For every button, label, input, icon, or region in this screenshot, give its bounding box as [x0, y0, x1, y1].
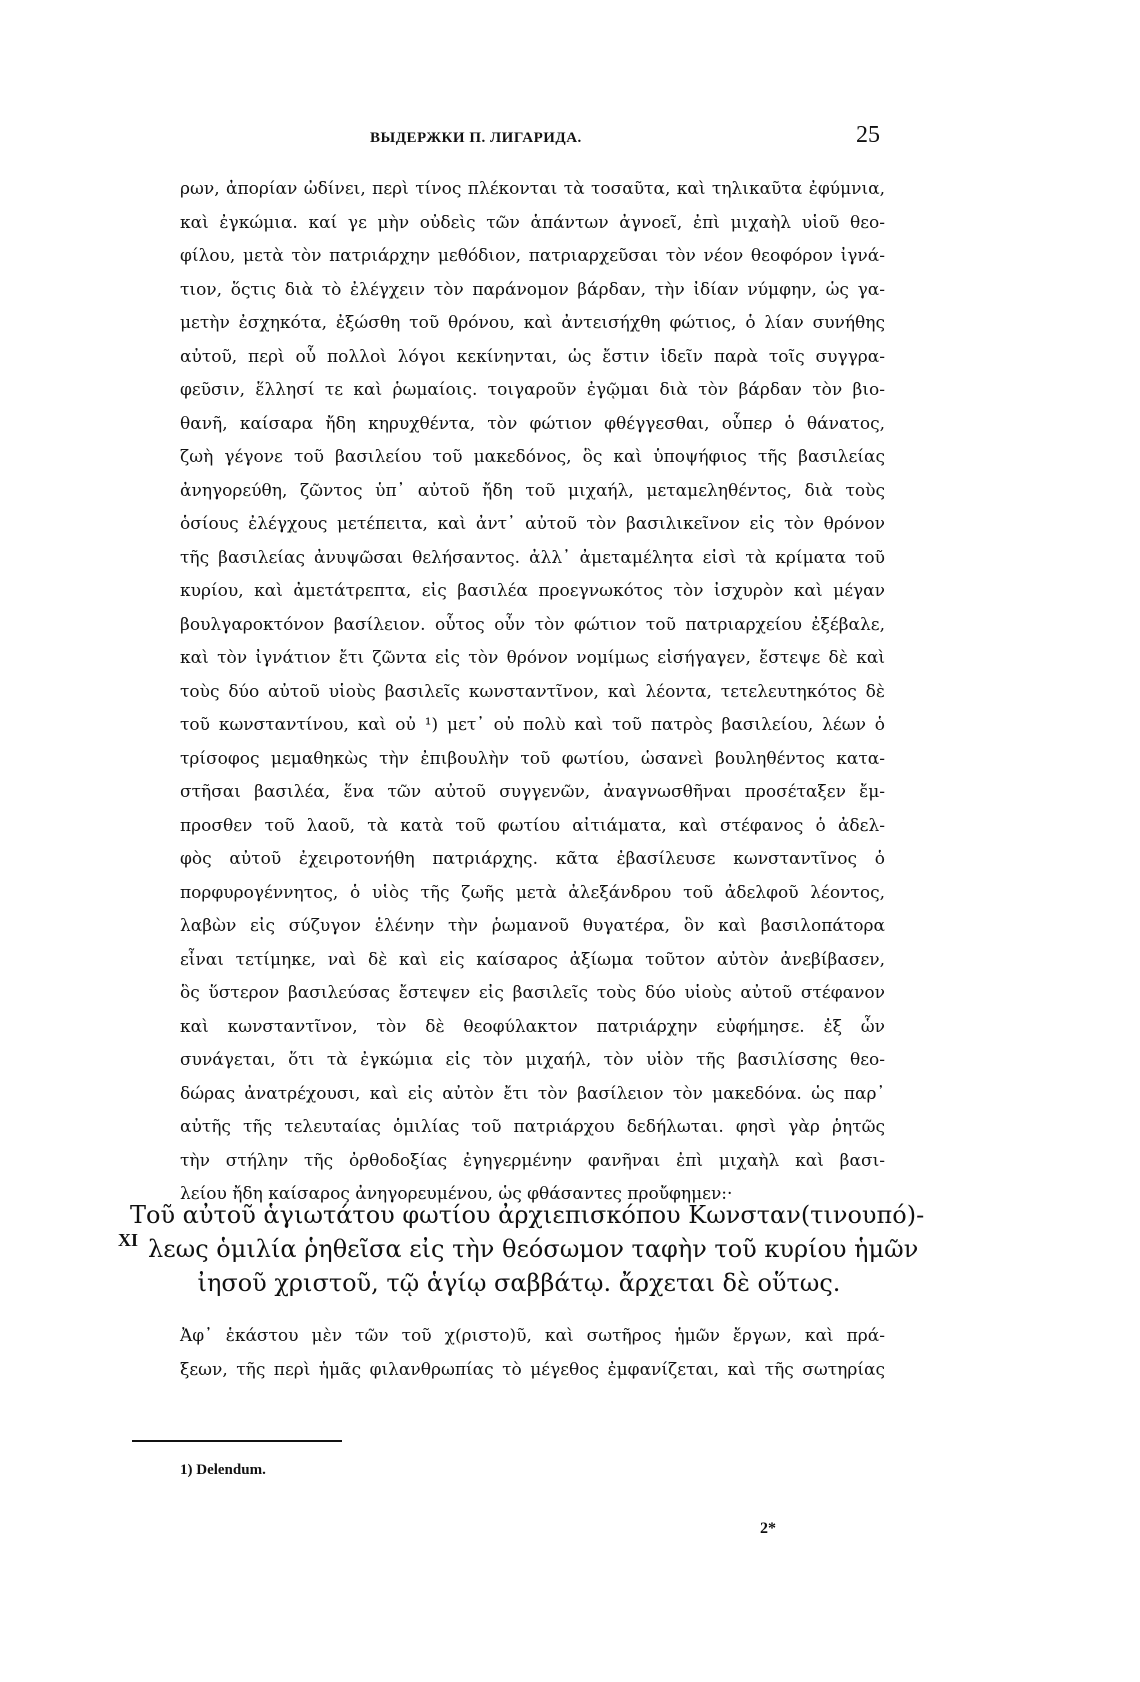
text-line: ζωὴ γέγονε τοῦ βασιλείου τοῦ μακεδόνος, ὃς καὶ ὑποψήφιος τῆς βασιλείας: [180, 447, 885, 467]
signature-mark: 2*: [760, 1520, 776, 1537]
footnote: 1) Delendum.: [180, 1462, 266, 1478]
text-line: τῆς βασιλείας ἀνυψῶσαι θελήσαντος. ἀλλ᾽ ἀμεταμέλητα εἰσὶ τὰ κρίματα τοῦ: [180, 547, 885, 568]
text-line: τιον, ὅςτις διὰ τὸ ἐλέγχειν τὸν παράνομον βάρδαν, τὴν ἰδίαν νύμφην, ὡς γα-: [180, 279, 885, 300]
page-header: [180, 120, 880, 160]
text-line: ρων, ἀπορίαν ὠδίνει, περὶ τίνος πλέκονται τὰ τοσαῦτα, καὶ τηλικαῦτα ἐφύμνια,: [180, 179, 885, 199]
text-line: τοὺς δύο αὐτοῦ υἱοὺς βασιλεῖς κωνσταντῖνον, καὶ λέοντα, τετελευτηκότος δὲ: [180, 681, 885, 702]
text-line: ὁσίους ἐλέγχους μετέπειτα, καὶ ἀντ᾽ αὐτοῦ τὸν βασιλικεῖνον εἰς τὸν θρόνον: [180, 514, 885, 534]
section-number: XI: [118, 1230, 139, 1250]
text-line: κυρίου, καὶ ἀμετάτρεπτα, εἰς βασιλέα προεγνωκότος τὸν ἰσχυρὸν καὶ μέγαν: [180, 581, 885, 601]
heading-line: Τοῦ αὐτοῦ ἁγιωτάτου φωτίου ἀρχιεπισκόπου Κωνσταν(τινουπό)-: [130, 1201, 925, 1229]
text-line: ὃς ὕστερον βασιλεύσας ἔστεψεν εἰς βασιλεῖς τοὺς δύο υἱοὺς αὐτοῦ στέφανον: [180, 983, 885, 1003]
text-line: τρίσοφος μεμαθηκὼς τὴν ἐπιβουλὴν τοῦ φωτίου, ὡσανεὶ βουληθέντος κατα-: [180, 748, 885, 769]
text-line: θανῆ, καίσαρα ἤδη κηρυχθέντα, τὸν φώτιον φθέγγεσθαι, οὗπερ ὁ θάνατος,: [180, 413, 885, 434]
text-line: ἀνηγορεύθη, ζῶντος ὑπ᾽ αὐτοῦ ἤδη τοῦ μιχαήλ, μεταμεληθέντος, διὰ τοὺς: [180, 480, 885, 501]
section-body: [180, 1320, 885, 1387]
text-line: φεῦσιν, ἕλλησί τε καὶ ῥωμαίοις. τοιγαροῦν ἐγῷμαι διὰ τὸν βάρδαν τὸν βιο-: [180, 380, 885, 400]
footnote-divider: [132, 1440, 342, 1442]
text-line: εἶναι τετίμηκε, ναὶ δὲ καὶ εἰς καίσαρος ἀξίωμα τοῦτον αὐτὸν ἀνεβίβασεν,: [180, 949, 885, 970]
text-line: βουλγαροκτόνον βασίλειον. οὗτος οὖν τὸν φώτιον τοῦ πατριαρχείου ἐξέβαλε,: [180, 614, 885, 635]
running-title: ВЫДЕРЖКИ П. ЛИГАРИДА.: [370, 130, 582, 146]
text-line: φίλου, μετὰ τὸν πατριάρχην μεθόδιον, πατριαρχεῦσαι τὸν νέον θεοφόρον ἰγνά-: [180, 246, 885, 266]
text-line: ξεων, τῆς περὶ ἡμᾶς φιλανθρωπίας τὸ μέγεθος ἐμφανίζεται, καὶ τῆς σωτηρίας: [180, 1359, 885, 1380]
text-line: αὐτῆς τῆς τελευταίας ὁμιλίας τοῦ πατριάρχου δεδήλωται. φησὶ γὰρ ῥητῶς: [180, 1117, 885, 1137]
text-line: αὐτοῦ, περὶ οὗ πολλοὶ λόγοι κεκίνηνται, ὡς ἔστιν ἰδεῖν παρὰ τοῖς συγγρα-: [180, 346, 885, 367]
section-heading: [118, 1198, 925, 1300]
text-line: στῆσαι βασιλέα, ἕνα τῶν αὐτοῦ συγγενῶν, ἀναγνωσθῆναι προσέταξεν ἔμ-: [180, 782, 885, 802]
text-line: φὸς αὐτοῦ ἐχειροτονήθη πατριάρχης. κᾶτα ἐβασίλευσε κωνσταντῖνος ὁ: [180, 849, 885, 869]
text-line: καὶ κωνσταντῖνον, τὸν δὲ θεοφύλακτον πατριάρχην εὐφήμησε. ἐξ ὧν: [180, 1016, 885, 1037]
text-line: καὶ ἐγκώμια. καί γε μὴν οὐδεὶς τῶν ἁπάντων ἀγνοεῖ, ἐπὶ μιχαὴλ υἱοῦ θεο-: [180, 212, 885, 233]
text-line: πορφυρογέννητος, ὁ υἱὸς τῆς ζωῆς μετὰ ἀλεξάνδρου τοῦ ἀδελφοῦ λέοντος,: [180, 882, 885, 903]
text-line: λαβὼν εἰς σύζυγον ἑλένην τὴν ῥωμανοῦ θυγατέρα, ὃν καὶ βασιλοπάτορα: [180, 916, 885, 936]
text-line: συνάγεται, ὅτι τὰ ἐγκώμια εἰς τὸν μιχαήλ, τὸν υἱὸν τῆς βασιλίσσης θεο-: [180, 1050, 885, 1070]
text-line: Ἀφ᾽ ἑκάστου μὲν τῶν τοῦ χ(ριστο)ῦ, καὶ σωτῆρος ἡμῶν ἔργων, καὶ πρά-: [180, 1326, 885, 1346]
main-text-block: [180, 173, 885, 1212]
text-line: καὶ τὸν ἰγνάτιον ἔτι ζῶντα εἰς τὸν θρόνον νομίμως εἰσήγαγεν, ἔστεψε δὲ καὶ: [180, 648, 885, 668]
heading-line: λεως ὁμιλία ῥηθεῖσα εἰς τὴν θεόσωμον ταφὴν τοῦ κυρίου ἡμῶν: [148, 1235, 919, 1263]
page-number: 25: [856, 122, 880, 148]
text-line: τὴν στήλην τῆς ὀρθοδοξίας ἐγηγερμένην φανῆναι ἐπὶ μιχαὴλ καὶ βασι-: [180, 1150, 885, 1171]
text-line: τοῦ κωνσταντίνου, καὶ οὐ ¹) μετ᾽ οὐ πολὺ καὶ τοῦ πατρὸς βασιλείου, λέων ὁ: [180, 715, 885, 735]
text-line: μετὴν ἐσχηκότα, ἐξώσθη τοῦ θρόνου, καὶ ἀντεισήχθη φώτιος, ὁ λίαν συνήθης: [180, 313, 885, 333]
text-line: προσθεν τοῦ λαοῦ, τὰ κατὰ τοῦ φωτίου αἰτιάματα, καὶ στέφανος ὁ ἀδελ-: [180, 815, 885, 836]
heading-line: ἰησοῦ χριστοῦ, τῷ ἁγίῳ σαββάτῳ. ἄρχεται δὲ οὕτως.: [197, 1269, 841, 1297]
text-line: λείου ἤδη καίσαρος ἀνηγορευμένου, ὡς φθάσαντες προὔφημεν:·: [180, 1184, 733, 1204]
text-line: δώρας ἀνατρέχουσι, καὶ εἰς αὐτὸν ἔτι τὸν βασίλειον τὸν μακεδόνα. ὡς παρ᾽: [180, 1083, 885, 1104]
